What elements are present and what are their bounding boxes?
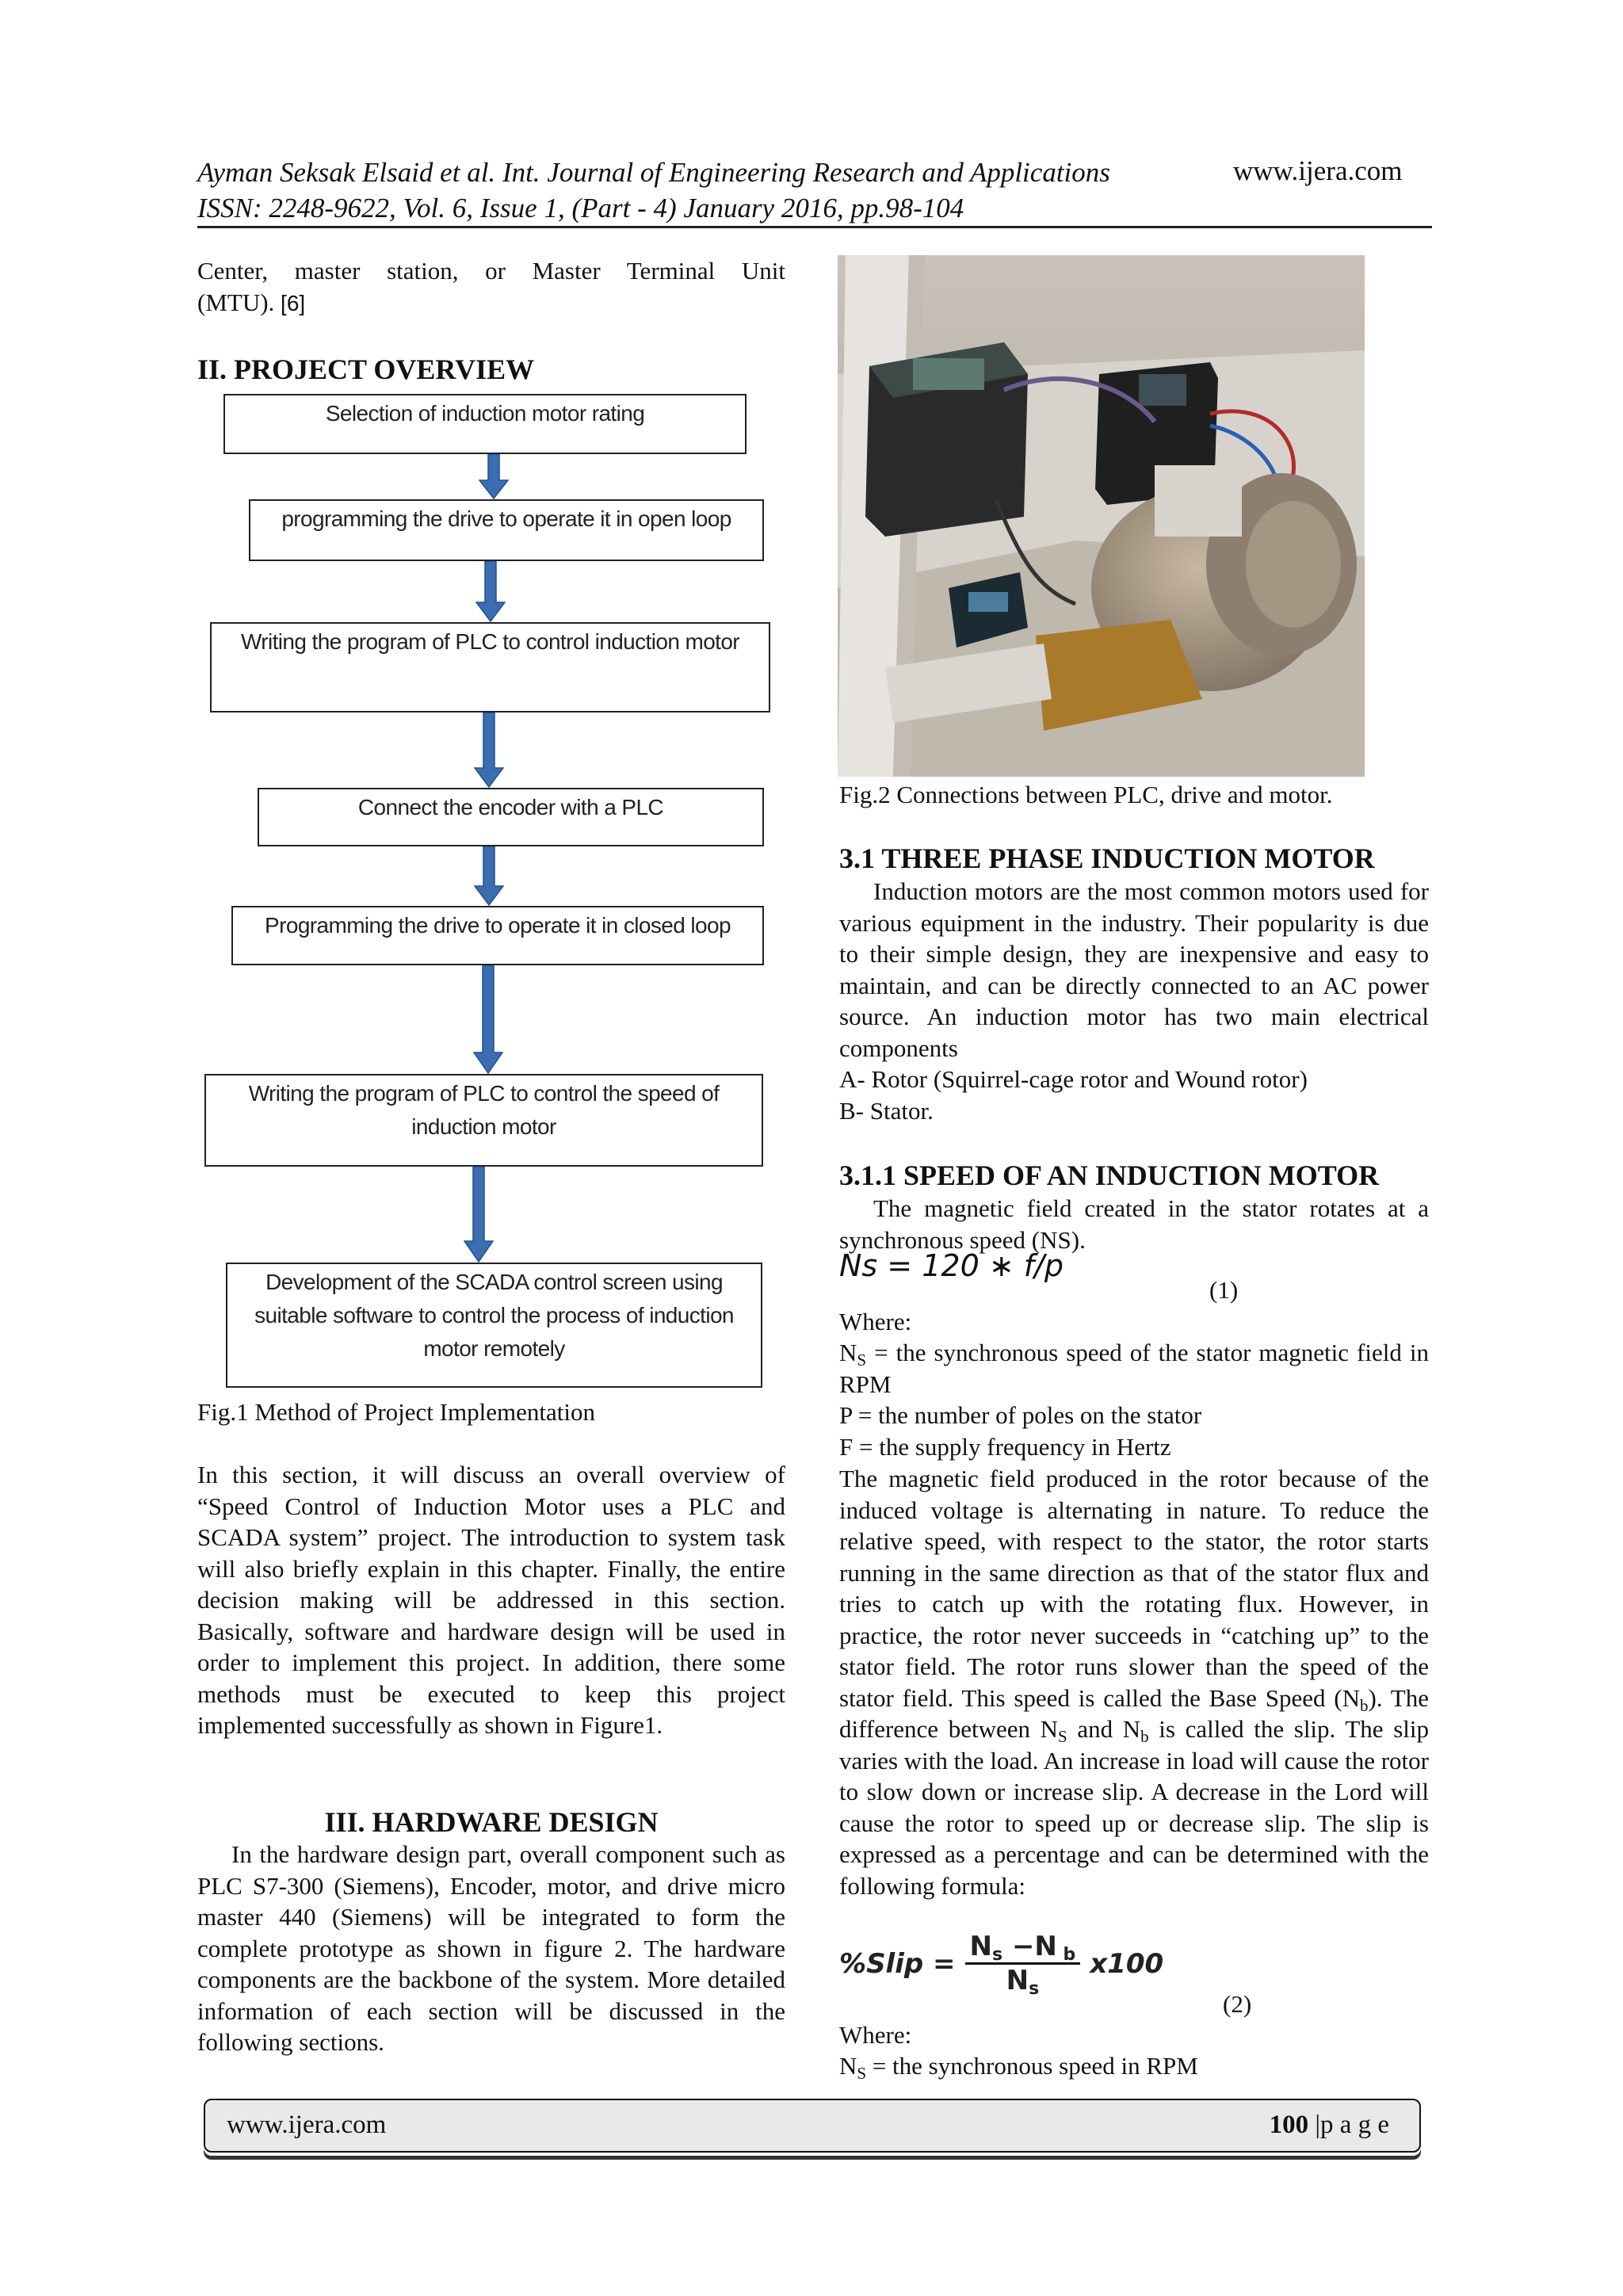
intro-line1: Center, master station, or Master Terminal Unit: [197, 257, 785, 285]
citation-ref[interactable]: [6]: [281, 290, 306, 315]
section-heading-project-overview: II. PROJECT OVERVIEW: [197, 353, 535, 385]
flow-arrow-1: [479, 454, 509, 499]
flow-step-3: Writing the program of PLC to control induction motor: [210, 622, 770, 712]
equation-2: %Slip = $\frac{N_s -N _b}{N_s}$ x100: [839, 1931, 1164, 1999]
flow-arrow-2: [475, 561, 506, 622]
page-label: |p a g e: [1315, 2111, 1389, 2139]
flow-step-7: Development of the SCADA control screen using suitable software to control the process of induction motor remotely: [226, 1263, 762, 1388]
intro-text: [197, 255, 785, 319]
footer-page: [1270, 2111, 1389, 2140]
component-a: A- Rotor (Squirrel-cage rotor and Wound rotor): [839, 1065, 1308, 1093]
flow-step-2: programming the drive to operate it in open loop: [249, 499, 764, 561]
flow-arrow-6: [464, 1167, 494, 1263]
equation-1-number: (1): [1209, 1276, 1239, 1304]
page-number: 100: [1269, 2111, 1309, 2139]
journal-url[interactable]: www.ijera.com: [1233, 155, 1403, 186]
hardware-photo: [838, 255, 1365, 777]
flow-arrow-4: [474, 846, 504, 906]
flow-arrow-3: [474, 712, 504, 788]
flow-step-1: Selection of induction motor rating: [223, 394, 747, 454]
fig1-caption: Fig.1 Method of Project Implementation: [197, 1398, 595, 1426]
slip-paragraph: The magnetic field produced in the rotor because of the induced voltage is alternating in nature. To reduce the relative speed, with respect to the stator, the rotor starts running in the same direction as that of the stator flux and tries to catch up with the rotating flux. However, in practice, the rotor never succeeds in “catching up” to the stator field. The rotor runs slower than the speed of the stator field. This speed is called the Base Speed $(N_b)$. The difference between $N_S$ and $N_b$ is called the slip. The slip varies with the load. An increase in load will cause the rotor to slow down or increase slip. A decrease in the Lord will cause the rotor to speed up or decrease slip. The slip is expressed as a percentage and can be determined with the following formula:: [839, 1465, 1429, 1900]
def-ns: $N_S$ = the synchronous speed of the stator magnetic field in RPM: [839, 1339, 1429, 1398]
flow-step-4: Connect the encoder with a PLC: [258, 788, 764, 846]
where-label-2: Where:: [839, 2021, 912, 2049]
flow-arrow-5: [473, 965, 503, 1074]
def2-ns: $N_S$ = the synchronous speed in RPM: [839, 2052, 1198, 2083]
section-heading-speed: 3.1.1 SPEED OF AN INDUCTION MOTOR: [839, 1159, 1380, 1191]
def-p: P = the number of poles on the stator: [839, 1401, 1202, 1429]
overview-paragraph: In this section, it will discuss an overall overview of “Speed Control of Induction Motor uses a PLC and SCADA system” project. The introduction to system task will also briefly explain in this chapter. Finally, the entire decision making will be addressed in this section. Basically, software and hardware design will be used in order to implement this project. In addition, there some methods must be executed to keep this project implemented successfully as shown in Figure1.: [197, 1461, 785, 1739]
speed-paragraph: The magnetic field created in the stator rotates at a synchronous speed (NS).: [839, 1194, 1429, 1254]
section-heading-three-phase: 3.1 THREE PHASE INDUCTION MOTOR: [839, 842, 1375, 874]
where-label-1: Where:: [839, 1308, 912, 1335]
footer-bar: [204, 2099, 1421, 2153]
motor-paragraph: Induction motors are the most common motors used for various equipment in the industry. Their popularity is due to their simple design, they are inexpensive and easy to maintain, and can be directly connected to an AC power source. An induction motor has two main electrical components: [839, 877, 1429, 1062]
equation-2-number: (2): [1223, 1990, 1252, 2018]
def-f: F = the supply frequency in Hertz: [839, 1433, 1171, 1461]
hardware-paragraph: In the hardware design part, overall component such as PLC S7-300 (Siemens), Encoder, motor, and drive micro master 440 (Siemens) will be integrated to form the complete prototype as shown in figure 2. The hardware components are the backbone of the system. More detailed information of each section will be discussed in the following sections.: [197, 1840, 785, 2056]
intro-line2: (MTU).: [197, 288, 281, 316]
fig2-caption: Fig.2 Connections between PLC, drive and motor.: [839, 781, 1333, 808]
journal-header-line1: Ayman Seksak Elsaid et al. Int. Journal of Engineering Research and Applications: [197, 157, 1110, 188]
footer-url[interactable]: www.ijera.com: [227, 2111, 387, 2139]
header-rule: [197, 226, 1432, 228]
flow-step-5: Programming the drive to operate it in closed loop: [231, 906, 764, 965]
equation-1: Ns = 120 ∗ f/p: [839, 1248, 1064, 1283]
component-b: B- Stator.: [839, 1097, 934, 1125]
flow-step-6: Writing the program of PLC to control the speed of induction motor: [204, 1074, 763, 1167]
journal-header-line2: ISSN: 2248-9622, Vol. 6, Issue 1, (Part - 4) January 2016, pp.98-104: [197, 193, 964, 223]
section-heading-hardware-design: III. HARDWARE DESIGN: [324, 1806, 659, 1838]
